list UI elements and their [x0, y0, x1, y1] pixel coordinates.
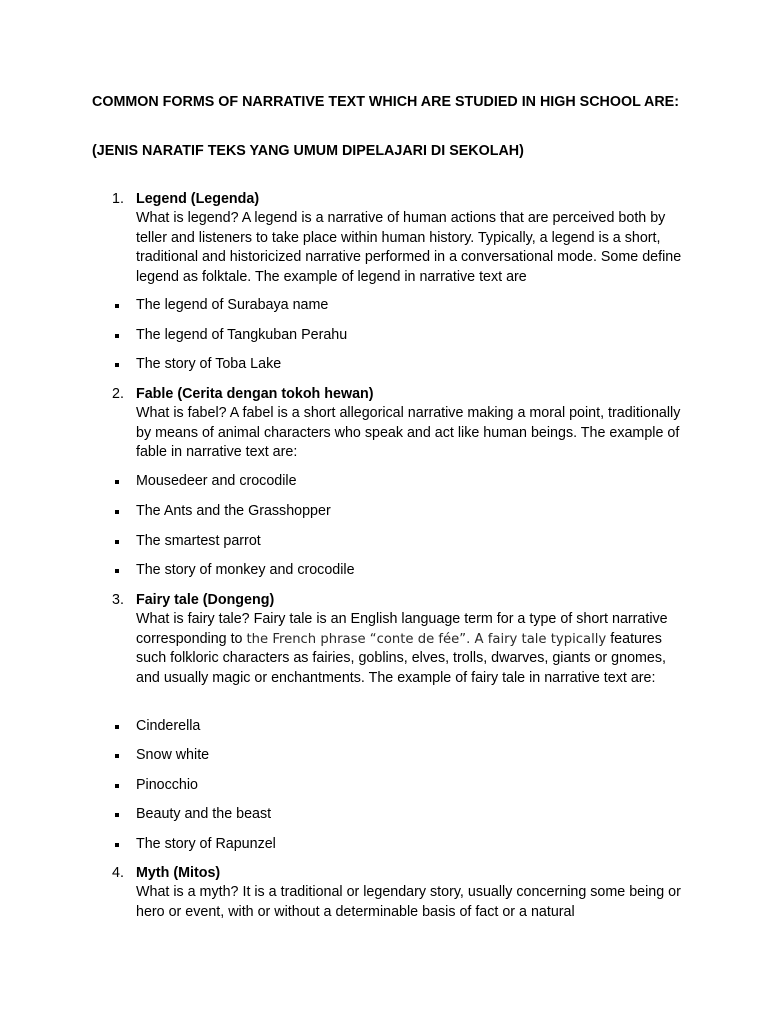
list-item-text: Pinocchio — [136, 777, 198, 793]
section-number: 1. — [112, 191, 124, 207]
list-item — [112, 746, 692, 766]
list-item — [112, 717, 692, 737]
bullet-icon — [115, 363, 119, 367]
bullet-icon — [115, 843, 119, 847]
list-item — [112, 776, 692, 796]
section-fable — [112, 385, 692, 463]
section-legend — [112, 190, 692, 287]
list-item-text: Beauty and the beast — [136, 806, 272, 822]
section-number: 4. — [112, 865, 124, 881]
bullet-icon — [115, 480, 119, 484]
page-title: COMMON FORMS OF NARRATIVE TEXT WHICH ARE STUDIED IN HIGH SCHOOL ARE: — [92, 94, 679, 110]
section-number: 3. — [112, 592, 124, 608]
list-item — [112, 561, 692, 581]
list-item — [112, 355, 692, 375]
list-item-text: The smartest parrot — [136, 533, 261, 549]
list-item-text: The story of monkey and crocodile — [136, 562, 355, 578]
section-heading: Fable (Cerita dengan tokoh hewan) — [136, 386, 374, 402]
list-item — [112, 835, 692, 855]
bullet-icon — [115, 725, 119, 729]
list-item-text: Mousedeer and crocodile — [136, 473, 297, 489]
section-description: What is fabel? A fabel is a short allegorical narrative making a moral point, traditionally by means of animal characters who speak and act like human beings. The example of fable in narrative text are: — [136, 405, 681, 461]
description-text: features such folkloric characters as fairies, goblins, elves, trolls, dwarves, giants or gnomes, and usually magic or enchantments. The example of fairy tale in narrative text are: — [136, 630, 666, 686]
section-heading: Fairy tale (Dongeng) — [136, 592, 275, 608]
section-heading: Myth (Mitos) — [136, 865, 221, 881]
section-fairy-tale — [112, 591, 692, 688]
bullet-icon — [115, 304, 119, 308]
list-item — [112, 296, 692, 316]
list-item-text: Cinderella — [136, 718, 201, 734]
list-item-text: The legend of Tangkuban Perahu — [136, 327, 348, 343]
list-item-text: The Ants and the Grasshopper — [136, 503, 331, 519]
list-item — [112, 805, 692, 825]
section-description — [136, 610, 692, 688]
list-item — [112, 502, 692, 522]
bullet-icon — [115, 569, 119, 573]
section-description: What is a myth? It is a traditional or legendary story, usually concerning some being or hero or event, with or without a determinable basis of fact or a natural — [136, 884, 681, 920]
list-item — [112, 472, 692, 492]
bullet-icon — [115, 540, 119, 544]
description-text-quoted: the French phrase “conte de fée”. A fairy tale typically — [246, 631, 607, 647]
bullet-icon — [115, 813, 119, 817]
section-number: 2. — [112, 386, 124, 402]
section-heading: Legend (Legenda) — [136, 191, 260, 207]
list-item — [112, 326, 692, 346]
list-item-text: The story of Toba Lake — [136, 356, 282, 372]
description-text: What is fairy tale? Fairy tale is an English language term for a type of short narrative corresponding to — [136, 611, 668, 647]
list-item — [112, 532, 692, 552]
section-myth — [112, 864, 692, 922]
bullet-icon — [115, 784, 119, 788]
page-subtitle: (JENIS NARATIF TEKS YANG UMUM DIPELAJARI DI SEKOLAH) — [92, 143, 524, 159]
list-item-text: Snow white — [136, 747, 210, 763]
section-description: What is legend? A legend is a narrative of human actions that are perceived both by teller and listeners to take place within human history. Typically, a legend is a short, traditional and historicized narrative performed in a conversational mode. Some define legend as folktale. The example of legend in narrative text are — [136, 210, 682, 285]
list-item-text: The legend of Surabaya name — [136, 297, 329, 313]
bullet-icon — [115, 510, 119, 514]
bullet-icon — [115, 334, 119, 338]
list-item-text: The story of Rapunzel — [136, 836, 276, 852]
bullet-icon — [115, 754, 119, 758]
